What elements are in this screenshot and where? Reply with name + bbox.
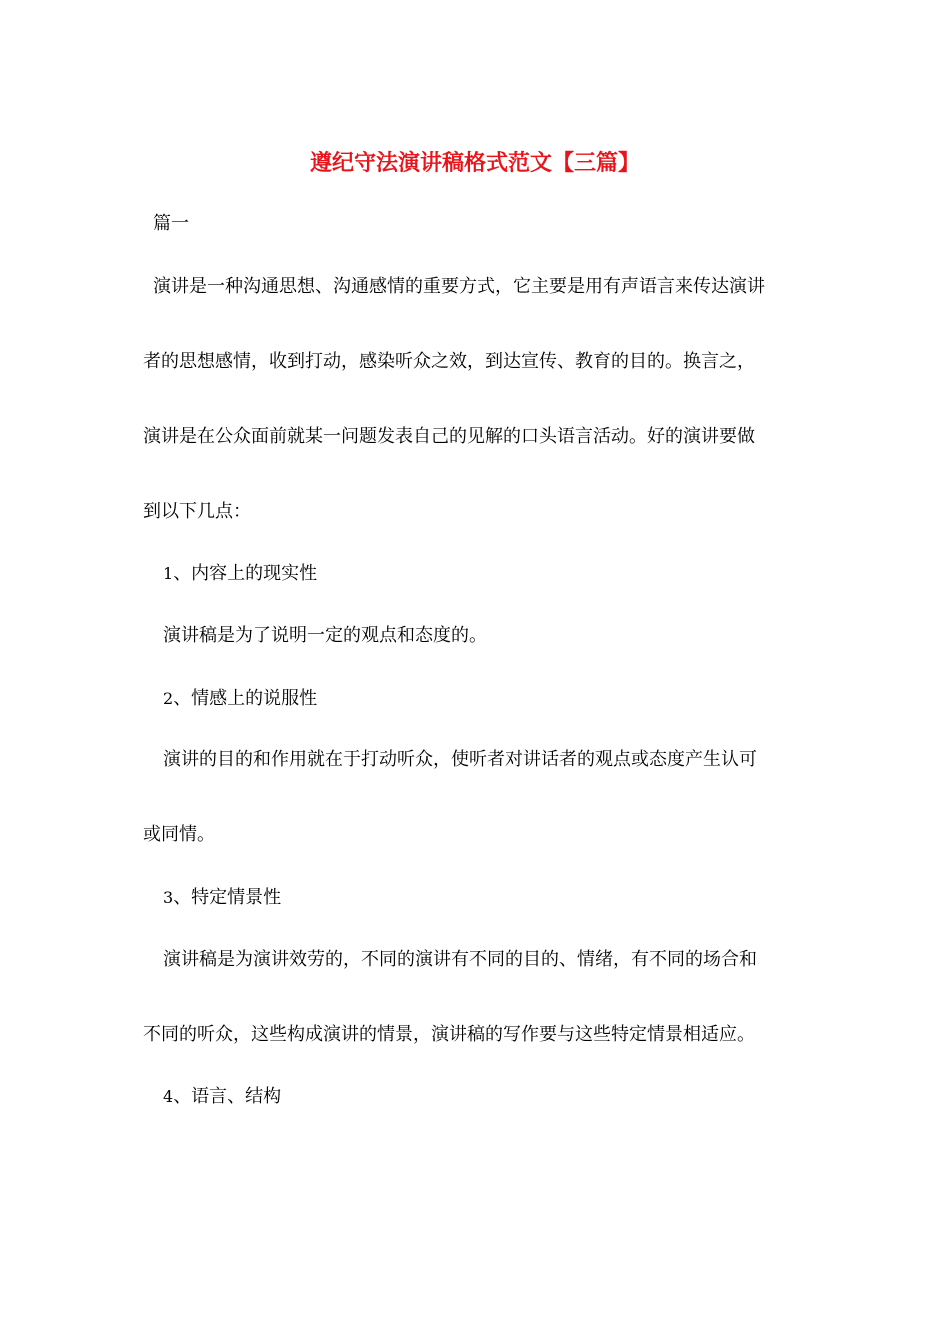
section-label: 篇一 xyxy=(153,213,189,234)
point-3-body-line-2: 不同的听众，这些构成演讲的情景，演讲稿的写作要与这些特定情景相适应。 xyxy=(143,1024,755,1045)
point-2-number: 2 xyxy=(163,689,174,708)
point-2-body-line-2: 或同情。 xyxy=(143,824,215,845)
point-2-heading-text: 、情感上的说服性 xyxy=(173,688,318,709)
point-4-number: 4 xyxy=(163,1087,174,1106)
point-1-number: 1 xyxy=(163,564,174,583)
intro-line-3: 演讲是在公众面前就某一问题发表自己的见解的口头语言活动。好的演讲要做 xyxy=(143,426,755,447)
point-4-heading xyxy=(163,1083,281,1111)
point-2-heading xyxy=(163,685,317,713)
point-3-body-line-1: 演讲稿是为演讲效劳的，不同的演讲有不同的目的、情绪，有不同的场合和 xyxy=(163,949,757,970)
point-1-body-line-1: 演讲稿是为了说明一定的观点和态度的。 xyxy=(163,625,487,646)
point-4-heading-text: 、语言、结构 xyxy=(173,1086,282,1107)
intro-line-2: 者的思想感情，收到打动，感染听众之效，到达宣传、教育的目的。换言之， xyxy=(143,351,755,372)
point-1-heading-text: 、内容上的现实性 xyxy=(173,563,318,584)
point-2-body-line-1: 演讲的目的和作用就在于打动听众，使听者对讲话者的观点或态度产生认可 xyxy=(163,749,757,770)
intro-line-1: 演讲是一种沟通思想、沟通感情的重要方式，它主要是用有声语言来传达演讲 xyxy=(153,276,765,297)
point-3-heading xyxy=(163,884,281,912)
point-3-number: 3 xyxy=(163,888,174,907)
point-3-heading-text: 、特定情景性 xyxy=(173,887,282,908)
point-1-heading xyxy=(163,560,317,588)
document-title: 遵纪守法演讲稿格式范文【三篇】 xyxy=(309,151,640,176)
intro-line-4: 到以下几点： xyxy=(143,501,251,522)
